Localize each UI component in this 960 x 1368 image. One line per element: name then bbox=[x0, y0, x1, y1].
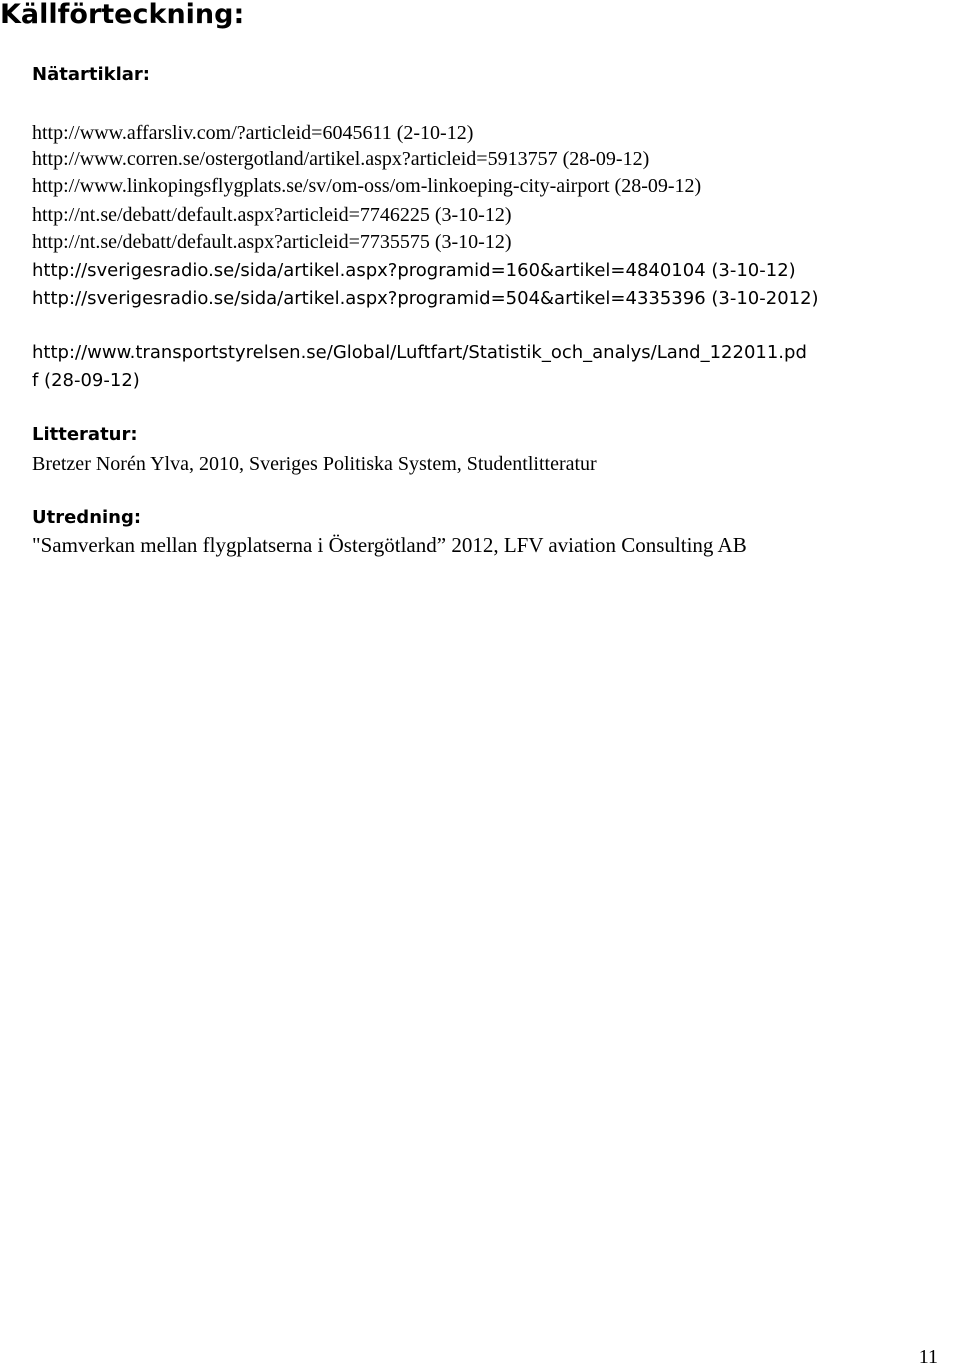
web-articles-heading: Nätartiklar: bbox=[32, 64, 150, 85]
web-article-entry-continuation: f (28-09-12) bbox=[32, 370, 140, 391]
web-article-entry: http://www.linkopingsflygplats.se/sv/om-oss/om-linkoeping-city-airport (28-09-12) bbox=[32, 175, 702, 197]
web-article-entry: http://www.transportstyrelsen.se/Global/Luftfart/Statistik_och_analys/Land_122011.pd bbox=[32, 342, 807, 363]
web-article-entry: http://sverigesradio.se/sida/artikel.aspx?programid=160&artikel=4840104 (3-10-12) bbox=[32, 260, 796, 281]
page-title: Källförteckning: bbox=[0, 0, 245, 30]
web-article-entry: http://www.corren.se/ostergotland/artikel.aspx?articleid=5913757 (28-09-12) bbox=[32, 148, 650, 170]
literature-heading: Litteratur: bbox=[32, 424, 138, 445]
web-article-entry: http://nt.se/debatt/default.aspx?articleid=7746225 (3-10-12) bbox=[32, 204, 512, 226]
web-article-entry: http://sverigesradio.se/sida/artikel.aspx?programid=504&artikel=4335396 (3-10-2012) bbox=[32, 288, 819, 309]
investigation-heading: Utredning: bbox=[32, 507, 142, 528]
page-number: 11 bbox=[918, 1346, 938, 1368]
investigation-entry: "Samverkan mellan flygplatserna i Östergötland” 2012, LFV aviation Consulting AB bbox=[32, 533, 747, 557]
web-article-entry: http://www.affarsliv.com/?articleid=6045611 (2-10-12) bbox=[32, 122, 474, 144]
literature-entry: Bretzer Norén Ylva, 2010, Sveriges Politiska System, Studentlitteratur bbox=[32, 453, 597, 475]
web-article-entry: http://nt.se/debatt/default.aspx?articleid=7735575 (3-10-12) bbox=[32, 231, 512, 253]
